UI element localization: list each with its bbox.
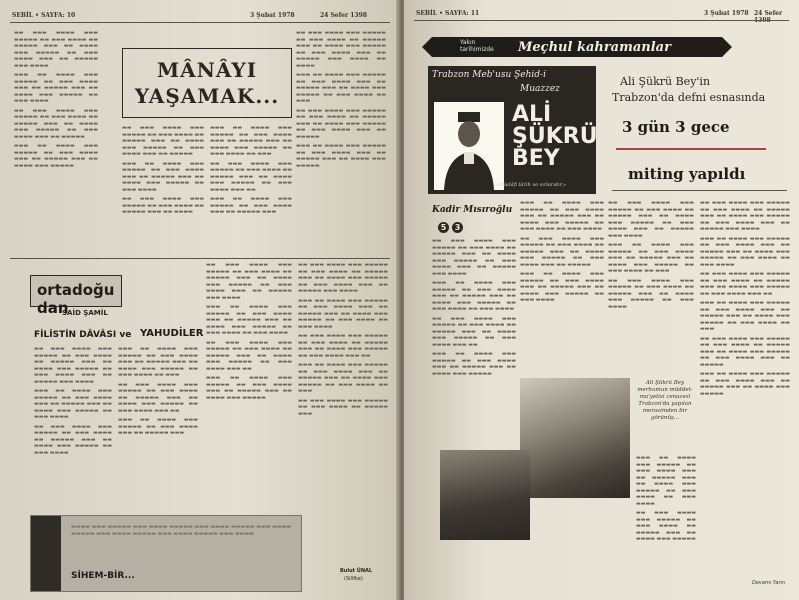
gece-headline: 3 gün 3 gece	[622, 118, 730, 136]
right-col-1: ▬▬ ▬▬▬ ▬▬▬▬ ▬▬▬ ▬▬▬▬▬ ▬▬ ▬▬▬ ▬▬▬▬ ▬▬ ▬▬▬▬▬ ▬▬▬ ▬▬ ▬▬▬▬ ▬▬▬ ▬▬▬▬▬ ▬▬ ▬▬▬ ▬▬▬▬ ▬▬▬ ▬▬ ▬▬▬▬▬ ▬▬▬ ▬▬▬▬ ▬▬▬ ▬▬ ▬▬▬▬ ▬▬▬ ▬▬▬▬▬ ▬▬ ▬▬▬ ▬▬▬▬ ▬▬▬ ▬▬ ▬▬▬▬▬ ▬▬▬ ▬▬ ▬▬▬▬ ▬▬▬ ▬▬▬▬▬ ▬▬ ▬▬▬ ▬▬▬▬ ▬▬ ▬▬▬ ▬▬▬▬ ▬▬ ▬▬▬ ▬▬▬▬ ▬▬▬ ▬▬▬▬▬ ▬▬ ▬▬▬ ▬▬▬▬ ▬▬ ▬▬▬▬▬ ▬▬▬ ▬▬ ▬▬▬▬ ▬▬▬ ▬▬▬▬▬ ▬▬ ▬▬▬ ▬▬▬▬ ▬▬▬ ▬▬ ▬▬▬ ▬▬ ▬▬▬▬ ▬▬▬ ▬▬▬▬▬ ▬▬ ▬▬▬ ▬▬▬▬ ▬▬▬ ▬▬ ▬▬▬▬▬ ▬▬▬ ▬▬ ▬▬▬▬ ▬▬▬ ▬▬▬▬▬	[432, 238, 516, 377]
left-page-header: SEBİL • SAYFA: 10	[12, 12, 76, 19]
banner-small-text: Yakın tarihimizde	[460, 39, 494, 53]
signature: Bulut ÜNAL	[340, 568, 373, 574]
left-column-2a: ▬▬ ▬▬▬ ▬▬▬▬ ▬▬▬ ▬▬▬▬▬ ▬▬ ▬▬▬ ▬▬▬▬ ▬▬ ▬▬▬▬▬ ▬▬▬ ▬▬ ▬▬▬▬ ▬▬▬ ▬▬▬▬▬ ▬▬ ▬▬▬ ▬▬▬▬ ▬▬▬ ▬▬ ▬▬▬▬▬ ▬▬▬ ▬▬ ▬▬▬▬ ▬▬▬ ▬▬▬▬▬ ▬▬ ▬▬▬ ▬▬▬▬ ▬▬▬ ▬▬ ▬▬▬▬▬ ▬▬▬ ▬▬ ▬▬▬▬ ▬▬▬ ▬▬▬▬▬ ▬▬ ▬▬▬ ▬▬▬▬ ▬▬ ▬▬▬ ▬▬▬▬ ▬▬▬ ▬▬▬▬▬ ▬▬ ▬▬▬ ▬▬▬▬ ▬▬ ▬▬▬▬▬ ▬▬▬ ▬▬ ▬▬▬▬	[122, 125, 204, 215]
article-title-b: YAHUDİLER	[140, 328, 204, 339]
red-rule	[616, 148, 766, 150]
ortadogu-title: ortadoğu dan	[37, 281, 115, 317]
manayi-line-1: MÂNÂYI	[156, 58, 258, 82]
portrait-frame	[432, 100, 506, 192]
portrait-icon	[434, 102, 504, 190]
right-page-date: 3 Şubat 1978	[704, 10, 749, 17]
miting-headline: miting yapıldı	[628, 165, 746, 183]
name-line-1: ALİ	[512, 102, 552, 127]
right-col-3b: ▬▬▬ ▬▬ ▬▬▬▬ ▬▬▬ ▬▬▬▬▬ ▬▬ ▬▬▬ ▬▬▬▬ ▬▬▬ ▬▬ ▬▬▬▬▬ ▬▬▬ ▬▬ ▬▬▬▬ ▬▬▬ ▬▬▬▬▬ ▬▬ ▬▬▬ ▬▬▬▬ ▬▬ ▬▬▬ ▬▬▬▬ ▬▬ ▬▬▬ ▬▬▬▬ ▬▬▬ ▬▬▬▬▬ ▬▬ ▬▬▬ ▬▬▬▬ ▬▬ ▬▬▬▬▬ ▬▬▬ ▬▬ ▬▬▬▬ ▬▬▬ ▬▬▬▬▬	[636, 455, 696, 542]
left-column-1: ▬▬ ▬▬▬ ▬▬▬▬ ▬▬▬ ▬▬▬▬▬ ▬▬ ▬▬▬ ▬▬▬▬ ▬▬ ▬▬▬▬▬ ▬▬▬ ▬▬ ▬▬▬▬ ▬▬▬ ▬▬▬▬▬ ▬▬ ▬▬▬ ▬▬▬▬ ▬▬▬ ▬▬ ▬▬▬▬▬ ▬▬▬ ▬▬▬▬ ▬▬▬ ▬▬ ▬▬▬▬ ▬▬▬ ▬▬▬▬▬ ▬▬ ▬▬▬ ▬▬▬▬ ▬▬▬ ▬▬ ▬▬▬▬▬ ▬▬▬ ▬▬ ▬▬▬▬ ▬▬▬ ▬▬▬▬▬ ▬▬ ▬▬▬ ▬▬▬▬ ▬▬ ▬▬▬ ▬▬▬▬ ▬▬▬ ▬▬▬▬▬ ▬▬ ▬▬▬ ▬▬▬▬ ▬▬ ▬▬▬▬▬ ▬▬▬ ▬▬ ▬▬▬▬ ▬▬▬ ▬▬▬▬▬ ▬▬ ▬▬▬ ▬▬▬▬ ▬▬▬ ▬▬ ▬▬▬▬▬ ▬▬▬ ▬▬ ▬▬▬▬ ▬▬▬ ▬▬▬▬▬ ▬▬ ▬▬▬ ▬▬▬▬ ▬▬▬ ▬▬ ▬▬▬▬▬ ▬▬▬ ▬▬ ▬▬▬▬ ▬▬▬ ▬▬▬▬▬	[14, 30, 98, 169]
right-col-2: ▬▬▬ ▬▬ ▬▬▬▬ ▬▬▬ ▬▬▬▬▬ ▬▬ ▬▬▬ ▬▬▬▬ ▬▬▬ ▬▬ ▬▬▬▬▬ ▬▬▬ ▬▬ ▬▬▬▬ ▬▬▬ ▬▬▬▬▬ ▬▬ ▬▬▬ ▬▬▬▬ ▬▬ ▬▬▬ ▬▬▬▬ ▬▬ ▬▬▬ ▬▬▬▬ ▬▬▬ ▬▬▬▬▬ ▬▬ ▬▬▬ ▬▬▬▬ ▬▬ ▬▬▬▬▬ ▬▬▬ ▬▬ ▬▬▬▬ ▬▬▬ ▬▬▬▬▬ ▬▬ ▬▬▬ ▬▬▬▬ ▬▬▬ ▬▬ ▬▬▬▬▬ ▬▬▬ ▬▬ ▬▬▬▬ ▬▬▬ ▬▬▬▬▬ ▬▬ ▬▬▬ ▬▬▬▬ ▬▬▬ ▬▬ ▬▬▬▬▬ ▬▬▬ ▬▬ ▬▬▬▬ ▬▬▬ ▬▬▬▬▬ ▬▬ ▬▬▬ ▬▬▬▬	[520, 200, 604, 303]
left-column-2b: ▬▬▬ ▬▬ ▬▬▬▬ ▬▬▬ ▬▬▬▬▬ ▬▬ ▬▬▬ ▬▬▬▬ ▬▬▬ ▬▬ ▬▬▬▬▬ ▬▬▬ ▬▬ ▬▬▬▬ ▬▬▬ ▬▬▬▬▬ ▬▬ ▬▬▬ ▬▬▬▬ ▬▬ ▬▬▬ ▬▬ ▬▬▬ ▬▬▬▬ ▬▬▬ ▬▬▬▬▬ ▬▬ ▬▬▬ ▬▬▬▬ ▬▬ ▬▬▬▬▬ ▬▬▬ ▬▬ ▬▬▬▬ ▬▬▬ ▬▬▬▬▬ ▬▬ ▬▬▬ ▬▬▬▬ ▬▬▬ ▬▬ ▬▬▬ ▬▬ ▬▬▬▬ ▬▬▬ ▬▬▬▬▬ ▬▬ ▬▬▬ ▬▬▬▬ ▬▬▬ ▬▬ ▬▬▬▬▬ ▬▬▬	[210, 125, 292, 215]
devami-yarin: Devamı Yarın	[752, 580, 786, 586]
banner-main-title: Meçhul kahramanlar	[518, 40, 671, 55]
ad-title: SİHEM-BİR...	[71, 571, 135, 581]
subtitle-line-2: Muazzez	[520, 84, 560, 94]
funeral-photo-crowd	[440, 450, 530, 540]
defin-line-2: Trabzon'da defni esnasında	[612, 91, 766, 104]
right-col-3: ▬▬ ▬▬▬ ▬▬▬▬ ▬▬▬ ▬▬▬▬▬ ▬▬ ▬▬▬ ▬▬▬▬ ▬▬ ▬▬▬▬▬ ▬▬▬ ▬▬ ▬▬▬▬ ▬▬▬ ▬▬▬▬▬ ▬▬ ▬▬▬ ▬▬▬▬ ▬▬▬ ▬▬ ▬▬▬▬▬ ▬▬▬ ▬▬▬▬ ▬▬▬ ▬▬ ▬▬▬▬ ▬▬▬ ▬▬▬▬▬ ▬▬ ▬▬▬ ▬▬▬▬ ▬▬▬ ▬▬ ▬▬▬▬▬ ▬▬▬ ▬▬ ▬▬▬▬ ▬▬▬ ▬▬▬▬▬ ▬▬ ▬▬▬ ▬▬▬▬ ▬▬ ▬▬▬ ▬▬ ▬▬▬ ▬▬▬▬ ▬▬▬ ▬▬▬▬▬ ▬▬ ▬▬▬ ▬▬▬▬ ▬▬ ▬▬▬▬▬ ▬▬▬ ▬▬ ▬▬▬▬ ▬▬▬ ▬▬▬▬▬ ▬▬ ▬▬▬ ▬▬▬▬	[608, 200, 694, 310]
part-number-a: 5	[438, 222, 449, 233]
manayi-headline-box	[122, 48, 292, 118]
subtitle-line-1: Trabzon Meb'usu Şehid-i	[432, 70, 546, 80]
right-col-4: ▬▬ ▬▬▬ ▬▬▬▬ ▬▬▬ ▬▬▬▬▬ ▬▬ ▬▬▬ ▬▬▬▬ ▬▬ ▬▬▬▬▬ ▬▬▬ ▬▬ ▬▬▬▬ ▬▬▬ ▬▬▬▬▬ ▬▬ ▬▬▬ ▬▬▬▬ ▬▬▬ ▬▬ ▬▬▬▬▬ ▬▬▬ ▬▬▬▬ ▬▬▬ ▬▬ ▬▬▬▬ ▬▬▬ ▬▬▬▬▬ ▬▬ ▬▬▬ ▬▬▬▬ ▬▬▬ ▬▬ ▬▬▬▬▬ ▬▬▬ ▬▬ ▬▬▬▬ ▬▬▬ ▬▬▬▬▬ ▬▬ ▬▬▬ ▬▬▬▬ ▬▬ ▬▬▬ ▬▬▬▬ ▬▬ ▬▬▬ ▬▬▬▬ ▬▬▬ ▬▬▬▬▬ ▬▬ ▬▬▬ ▬▬▬▬ ▬▬ ▬▬▬▬▬ ▬▬▬ ▬▬ ▬▬▬▬ ▬▬▬ ▬▬▬▬▬ ▬▬ ▬▬▬ ▬▬▬▬ ▬▬▬ ▬▬ ▬▬▬ ▬▬ ▬▬▬▬ ▬▬▬ ▬▬▬▬▬ ▬▬ ▬▬▬ ▬▬▬▬ ▬▬▬ ▬▬ ▬▬▬▬▬ ▬▬▬ ▬▬ ▬▬▬▬ ▬▬▬ ▬▬▬▬▬ ▬▬ ▬▬▬ ▬▬▬▬ ▬▬ ▬▬▬ ▬▬ ▬▬▬ ▬▬▬▬ ▬▬▬ ▬▬▬▬▬ ▬▬ ▬▬▬ ▬▬▬▬ ▬▬ ▬▬▬▬▬ ▬▬▬ ▬▬ ▬▬▬▬ ▬▬▬ ▬▬▬▬▬ ▬▬ ▬▬▬ ▬▬▬▬ ▬▬▬ ▬▬ ▬▬▬▬▬ ▬▬▬ ▬▬ ▬▬▬▬ ▬▬▬ ▬▬▬▬▬ ▬▬ ▬▬▬ ▬▬▬▬ ▬▬▬ ▬▬ ▬▬▬▬▬ ▬▬▬ ▬▬ ▬▬▬▬ ▬▬▬ ▬▬▬▬▬	[700, 200, 790, 397]
advertisement-box: SİHEM-BİR... ▬▬▬▬ ▬▬▬ ▬▬▬▬▬ ▬▬▬ ▬▬▬▬ ▬▬▬▬▬ ▬▬▬ ▬▬▬▬ ▬▬▬▬▬ ▬▬▬ ▬▬▬▬ ▬▬▬▬▬ ▬▬▬ ▬▬▬▬ ▬▬▬▬▬ ▬▬▬ ▬▬▬▬ ▬▬▬▬▬ ▬▬▬ ▬▬▬▬	[30, 515, 302, 592]
name-line-3: BEY	[512, 146, 560, 171]
left-bottom-col-4: ▬▬ ▬▬▬ ▬▬▬▬ ▬▬▬ ▬▬▬▬▬ ▬▬ ▬▬▬ ▬▬▬▬ ▬▬ ▬▬▬▬▬ ▬▬▬ ▬▬ ▬▬▬▬ ▬▬▬ ▬▬▬▬▬ ▬▬ ▬▬▬ ▬▬▬▬ ▬▬▬ ▬▬ ▬▬▬▬▬ ▬▬▬ ▬▬▬▬ ▬▬▬ ▬▬ ▬▬▬▬ ▬▬▬ ▬▬▬▬▬ ▬▬ ▬▬▬ ▬▬▬▬ ▬▬▬ ▬▬ ▬▬▬▬▬ ▬▬▬ ▬▬ ▬▬▬▬ ▬▬▬ ▬▬▬▬▬ ▬▬ ▬▬▬ ▬▬▬▬ ▬▬ ▬▬▬ ▬▬▬▬ ▬▬ ▬▬▬ ▬▬▬▬ ▬▬▬ ▬▬▬▬▬ ▬▬ ▬▬▬ ▬▬▬▬ ▬▬ ▬▬▬▬▬ ▬▬▬ ▬▬ ▬▬▬▬ ▬▬▬ ▬▬▬▬▬ ▬▬ ▬▬▬ ▬▬▬▬ ▬▬▬ ▬▬ ▬▬▬ ▬▬ ▬▬▬▬ ▬▬▬ ▬▬▬▬▬ ▬▬ ▬▬▬ ▬▬▬▬ ▬▬▬ ▬▬ ▬▬▬▬▬ ▬▬▬ ▬▬ ▬▬▬▬ ▬▬▬ ▬▬▬▬▬ ▬▬ ▬▬▬ ▬▬▬▬ ▬▬ ▬▬▬ ▬▬ ▬▬▬ ▬▬▬▬ ▬▬▬ ▬▬▬▬▬ ▬▬ ▬▬▬ ▬▬▬▬ ▬▬ ▬▬▬▬▬ ▬▬▬	[298, 262, 388, 417]
left-page-date: 3 Şubat 1978	[250, 12, 295, 19]
left-bottom-col-1: ▬▬ ▬▬▬ ▬▬▬▬ ▬▬▬ ▬▬▬▬▬ ▬▬ ▬▬▬ ▬▬▬▬ ▬▬ ▬▬▬▬▬ ▬▬▬ ▬▬ ▬▬▬▬ ▬▬▬ ▬▬▬▬▬ ▬▬ ▬▬▬ ▬▬▬▬ ▬▬▬ ▬▬ ▬▬▬▬▬ ▬▬▬ ▬▬▬▬ ▬▬▬ ▬▬ ▬▬▬▬ ▬▬▬ ▬▬▬▬▬ ▬▬ ▬▬▬ ▬▬▬▬ ▬▬▬ ▬▬ ▬▬▬▬▬ ▬▬▬ ▬▬ ▬▬▬▬ ▬▬▬ ▬▬▬▬▬ ▬▬ ▬▬▬ ▬▬▬▬ ▬▬ ▬▬▬ ▬▬▬▬ ▬▬▬ ▬▬▬▬▬ ▬▬ ▬▬▬ ▬▬▬▬ ▬▬ ▬▬▬▬▬ ▬▬▬ ▬▬ ▬▬▬▬ ▬▬▬ ▬▬▬▬▬ ▬▬ ▬▬▬ ▬▬▬▬	[34, 346, 112, 456]
right-page-hijri-date: 24 Sefer	[754, 10, 783, 17]
name-line-2: ŞÜKRÜ	[512, 124, 598, 149]
defin-line-1: Ali Şükrü Bey'in	[620, 75, 711, 88]
article-author: Kadir Mısıroğlu	[432, 205, 513, 215]
left-column-3: ▬▬ ▬▬▬ ▬▬▬▬ ▬▬▬ ▬▬▬▬▬ ▬▬ ▬▬▬ ▬▬▬▬ ▬▬ ▬▬▬▬▬ ▬▬▬ ▬▬ ▬▬▬▬ ▬▬▬ ▬▬▬▬▬ ▬▬ ▬▬▬ ▬▬▬▬ ▬▬▬ ▬▬ ▬▬▬▬▬ ▬▬▬ ▬▬▬▬ ▬▬ ▬▬▬▬ ▬▬▬ ▬▬ ▬▬▬▬ ▬▬▬ ▬▬▬▬▬ ▬▬ ▬▬▬ ▬▬▬▬ ▬▬▬ ▬▬ ▬▬▬▬▬ ▬▬▬ ▬▬ ▬▬▬▬ ▬▬▬ ▬▬▬▬▬ ▬▬ ▬▬▬ ▬▬▬▬ ▬▬ ▬▬▬ ▬▬ ▬▬▬ ▬▬▬▬ ▬▬▬ ▬▬▬▬▬ ▬▬ ▬▬▬ ▬▬▬▬ ▬▬ ▬▬▬▬▬ ▬▬▬ ▬▬ ▬▬▬▬ ▬▬▬ ▬▬▬▬▬ ▬▬ ▬▬▬ ▬▬▬▬ ▬▬▬ ▬▬ ▬▬▬▬▬ ▬▬▬ ▬▬ ▬▬▬▬ ▬▬▬ ▬▬▬▬▬ ▬▬ ▬▬▬ ▬▬▬▬ ▬▬▬ ▬▬ ▬▬▬▬▬ ▬▬▬ ▬▬ ▬▬▬▬ ▬▬▬ ▬▬▬▬▬	[296, 30, 386, 169]
manayi-line-2: YAŞAMAK...	[134, 84, 280, 108]
left-bottom-col-3: ▬▬ ▬▬▬ ▬▬▬▬ ▬▬▬ ▬▬▬▬▬ ▬▬ ▬▬▬ ▬▬▬▬ ▬▬ ▬▬▬▬▬ ▬▬▬ ▬▬ ▬▬▬▬ ▬▬▬ ▬▬▬▬▬ ▬▬ ▬▬▬ ▬▬▬▬ ▬▬▬ ▬▬ ▬▬▬▬▬ ▬▬▬ ▬▬▬▬ ▬▬▬ ▬▬ ▬▬▬▬ ▬▬▬ ▬▬▬▬▬ ▬▬ ▬▬▬ ▬▬▬▬ ▬▬▬ ▬▬ ▬▬▬▬▬ ▬▬▬ ▬▬ ▬▬▬▬ ▬▬▬ ▬▬▬▬▬ ▬▬ ▬▬▬ ▬▬▬▬ ▬▬ ▬▬▬ ▬▬▬▬ ▬▬ ▬▬▬ ▬▬▬▬ ▬▬▬ ▬▬▬▬▬ ▬▬ ▬▬▬ ▬▬▬▬ ▬▬ ▬▬▬▬▬ ▬▬▬ ▬▬ ▬▬▬▬ ▬▬▬ ▬▬▬▬▬ ▬▬ ▬▬▬ ▬▬▬▬ ▬▬▬ ▬▬ ▬▬▬ ▬▬ ▬▬▬▬ ▬▬▬ ▬▬▬▬▬ ▬▬ ▬▬▬ ▬▬▬▬ ▬▬▬ ▬▬ ▬▬▬▬▬ ▬▬▬ ▬▬ ▬▬▬▬ ▬▬▬ ▬▬▬▬▬	[206, 262, 292, 401]
part-number-b: 3	[452, 222, 463, 233]
left-page-hijri-date: 24 Sefer 1398	[320, 12, 367, 19]
funeral-photo	[520, 378, 630, 498]
right-page-header: SEBİL • SAYFA: 11	[416, 10, 480, 17]
photo-caption: Ali Şükrü Bey merhumun müddet- ma'yetisi cenazesi Trabzon'da yapılan merasimden bir görünüş...	[637, 380, 693, 421]
article-title-a: FİLİSTİN DÂVÂSI ve	[34, 330, 132, 340]
portrait-caption: «Müdâfi târih ve sırlarıdır.»	[496, 182, 567, 188]
ortadogu-author: SAİD ŞAMİL	[62, 309, 108, 317]
left-bottom-col-2: ▬▬▬ ▬▬ ▬▬▬▬ ▬▬▬ ▬▬▬▬▬ ▬▬ ▬▬▬ ▬▬▬▬ ▬▬▬ ▬▬ ▬▬▬▬▬ ▬▬▬ ▬▬ ▬▬▬▬ ▬▬▬ ▬▬▬▬▬ ▬▬ ▬▬▬ ▬▬▬▬ ▬▬ ▬▬▬ ▬▬ ▬▬▬ ▬▬▬▬ ▬▬▬ ▬▬▬▬▬ ▬▬ ▬▬▬ ▬▬▬▬ ▬▬ ▬▬▬▬▬ ▬▬▬ ▬▬ ▬▬▬▬ ▬▬▬ ▬▬▬▬▬ ▬▬ ▬▬▬ ▬▬▬▬ ▬▬▬ ▬▬ ▬▬▬ ▬▬ ▬▬▬▬ ▬▬▬ ▬▬▬▬▬ ▬▬ ▬▬▬ ▬▬▬▬ ▬▬▬ ▬▬ ▬▬▬▬▬ ▬▬▬	[118, 346, 198, 436]
signature-place: (Silifke)	[344, 576, 363, 582]
